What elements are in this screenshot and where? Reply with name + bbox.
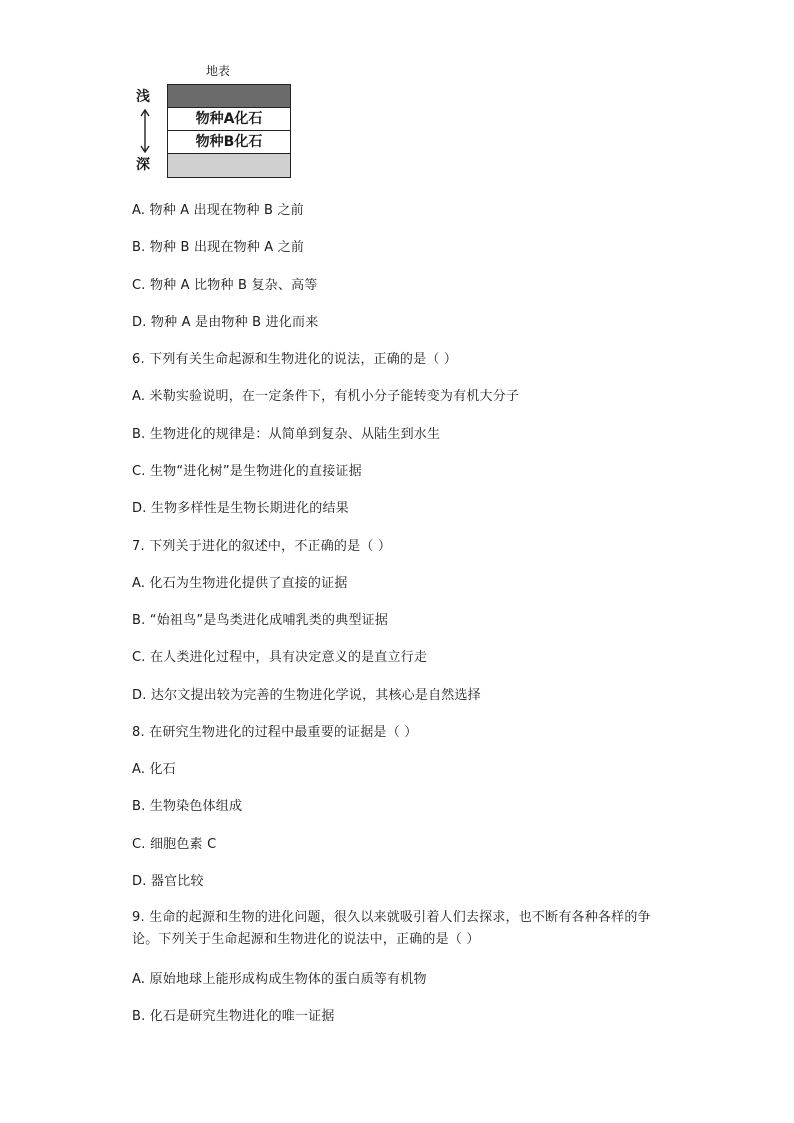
q7-option-d: D. 达尔文提出较为完善的生物进化学说，其核心是自然选择 bbox=[132, 688, 481, 703]
strata-layer-surface bbox=[168, 85, 290, 108]
shallow-label: 浅 bbox=[136, 89, 150, 105]
deep-label: 深 bbox=[136, 157, 150, 173]
q9-option-b: B. 化石是研究生物进化的唯一证据 bbox=[132, 1009, 335, 1024]
strata-layer-species-a: 物种A化石 bbox=[168, 108, 290, 131]
strata-layer-bottom bbox=[168, 154, 290, 177]
q9-option-a: A. 原始地球上能形成构成生物体的蛋白质等有机物 bbox=[132, 972, 427, 987]
q8-option-c: C. 细胞色素 C bbox=[132, 837, 217, 852]
strata-figure bbox=[134, 62, 294, 180]
surface-label: 地表 bbox=[206, 64, 231, 78]
strata-layer-species-b: 物种B化石 bbox=[168, 131, 290, 154]
q7-stem: 7. 下列关于进化的叙述中，不正确的是（ ） bbox=[132, 539, 392, 554]
q7-option-a: A. 化石为生物进化提供了直接的证据 bbox=[132, 576, 348, 591]
q8-option-d: D. 器官比较 bbox=[132, 874, 204, 889]
q5-option-c: C. 物种 A 比物种 B 复杂、高等 bbox=[132, 278, 318, 293]
q6-option-b: B. 生物进化的规律是：从简单到复杂、从陆生到水生 bbox=[132, 427, 441, 442]
depth-arrow-icon bbox=[138, 108, 152, 154]
q8-option-a: A. 化石 bbox=[132, 762, 176, 777]
q5-option-a: A. 物种 A 出现在物种 B 之前 bbox=[132, 203, 304, 218]
q6-stem: 6. 下列有关生命起源和生物进化的说法，正确的是（ ） bbox=[132, 352, 458, 367]
q7-option-c: C. 在人类进化过程中，具有决定意义的是直立行走 bbox=[132, 650, 428, 665]
strata-column bbox=[167, 84, 291, 178]
q6-option-d: D. 生物多样性是生物长期进化的结果 bbox=[132, 501, 349, 516]
q8-option-b: B. 生物染色体组成 bbox=[132, 799, 243, 814]
q6-option-c: C. 生物“进化树”是生物进化的直接证据 bbox=[132, 464, 362, 479]
q5-option-b: B. 物种 B 出现在物种 A 之前 bbox=[132, 240, 305, 255]
q6-option-a: A. 米勒实验说明，在一定条件下，有机小分子能转变为有机大分子 bbox=[132, 389, 520, 404]
q7-option-b: B. “始祖鸟”是鸟类进化成哺乳类的典型证据 bbox=[132, 613, 389, 628]
q8-stem: 8. 在研究生物进化的过程中最重要的证据是（ ） bbox=[132, 725, 418, 740]
q5-option-d: D. 物种 A 是由物种 B 进化而来 bbox=[132, 315, 319, 330]
q9-stem: 9. 生命的起源和生物的进化问题，很久以来就吸引着人们去探求，也不断有各种各样的争论。下列关于生命起源和生物进化的说法中，正确的是（ ） bbox=[132, 910, 651, 947]
